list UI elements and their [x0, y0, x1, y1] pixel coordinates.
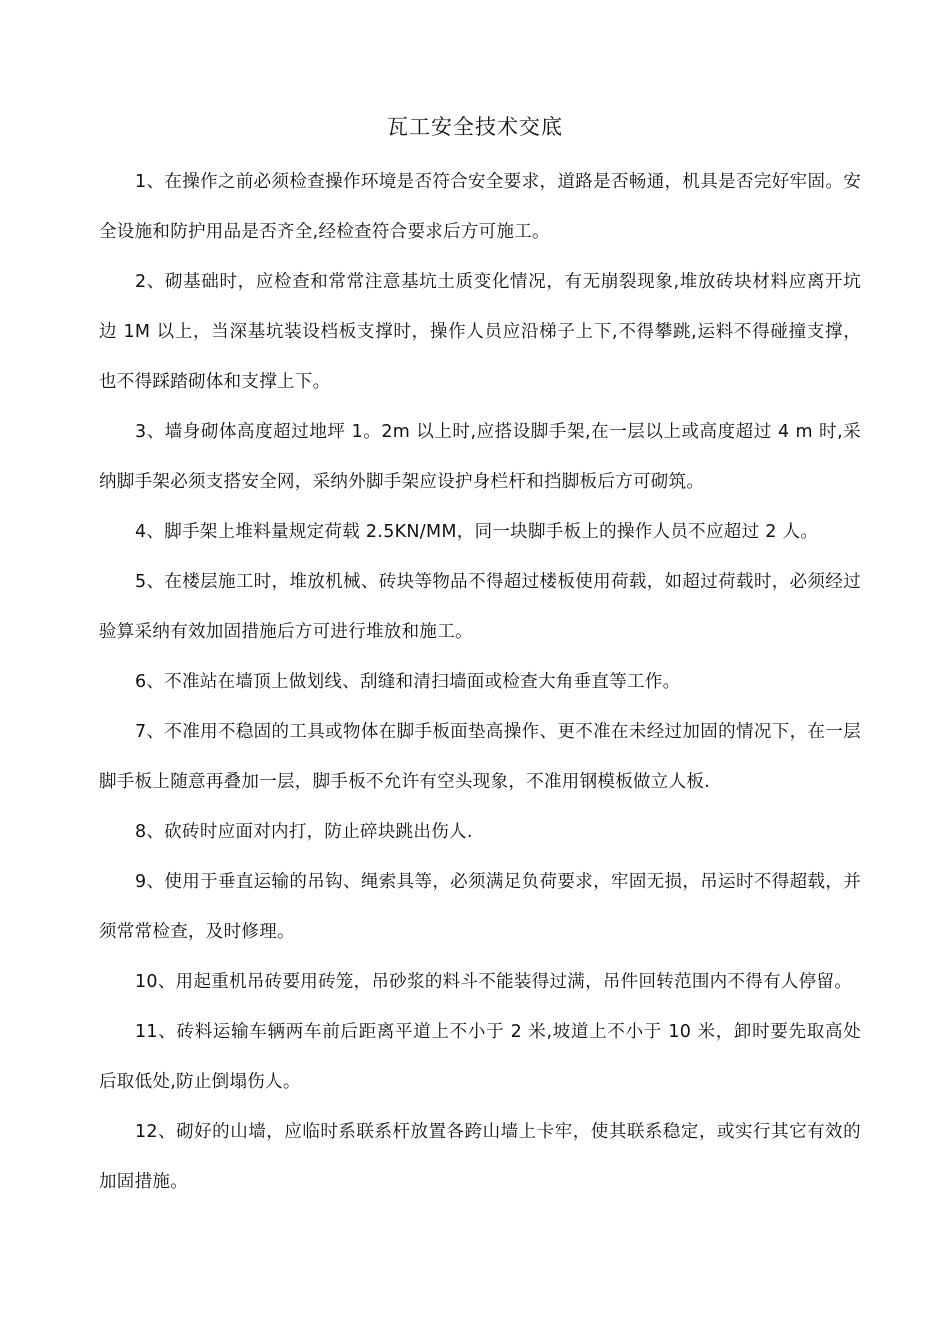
paragraph-11: 11、砖料运输车辆两车前后距离平道上不小于 2 米,坡道上不小于 10 米，卸时要先取高处后取低处,防止倒塌伤人。: [99, 1022, 861, 1092]
paragraph-9: 9、使用于垂直运输的吊钩、绳索具等，必须满足负荷要求，牢固无损，吊运时不得超载，并须常常检查，及时修理。: [99, 872, 861, 942]
document-body: [99, 157, 861, 1207]
paragraph-4: 4、脚手架上堆料量规定荷载 2.5KN/MM，同一块脚手板上的操作人员不应超过 2 人。: [135, 522, 819, 542]
paragraph-6: 6、不准站在墙顶上做划线、刮缝和清扫墙面或检查大角垂直等工作。: [135, 672, 681, 692]
paragraph-8: 8、砍砖时应面对内打，防止碎块跳出伤人.: [135, 822, 473, 842]
paragraph-1: 1、在操作之前必须检查操作环境是否符合安全要求，道路是否畅通，机具是否完好牢固。安全设施和防护用品是否齐全,经检查符合要求后方可施工。: [99, 172, 861, 242]
paragraph-2: 2、砌基础时，应检查和常常注意基坑土质变化情况，有无崩裂现象,堆放砖块材料应离开坑边 1M 以上，当深基坑装设档板支撑时，操作人员应沿梯子上下,不得攀跳,运料不得碰撞支撑，也不得踩踏砌体和支撑上下。: [99, 272, 861, 392]
document-title: 瓦工安全技术交底: [387, 115, 563, 139]
paragraph-12: 12、砌好的山墙，应临时系联系杆放置各跨山墙上卡牢，使其联系稳定，或实行其它有效的加固措施。: [99, 1122, 861, 1192]
paragraph-5: 5、在楼层施工时，堆放机械、砖块等物品不得超过楼板使用荷载，如超过荷载时，必须经过验算采纳有效加固措施后方可进行堆放和施工。: [99, 572, 861, 642]
paragraph-10: 10、用起重机吊砖要用砖笼，吊砂浆的料斗不能装得过满，吊件回转范围内不得有人停留。: [135, 972, 853, 992]
paragraph-7: 7、不准用不稳固的工具或物体在脚手板面垫高操作、更不准在未经过加固的情况下，在一层脚手板上随意再叠加一层，脚手板不允许有空头现象，不准用钢模板做立人板.: [99, 722, 861, 792]
paragraph-3: 3、墙身砌体高度超过地坪 1。2m 以上时,应搭设脚手架,在一层以上或高度超过 4 m 时,采纳脚手架必须支搭安全网，采纳外脚手架应设护身栏杆和挡脚板后方可砌筑。: [99, 422, 861, 492]
